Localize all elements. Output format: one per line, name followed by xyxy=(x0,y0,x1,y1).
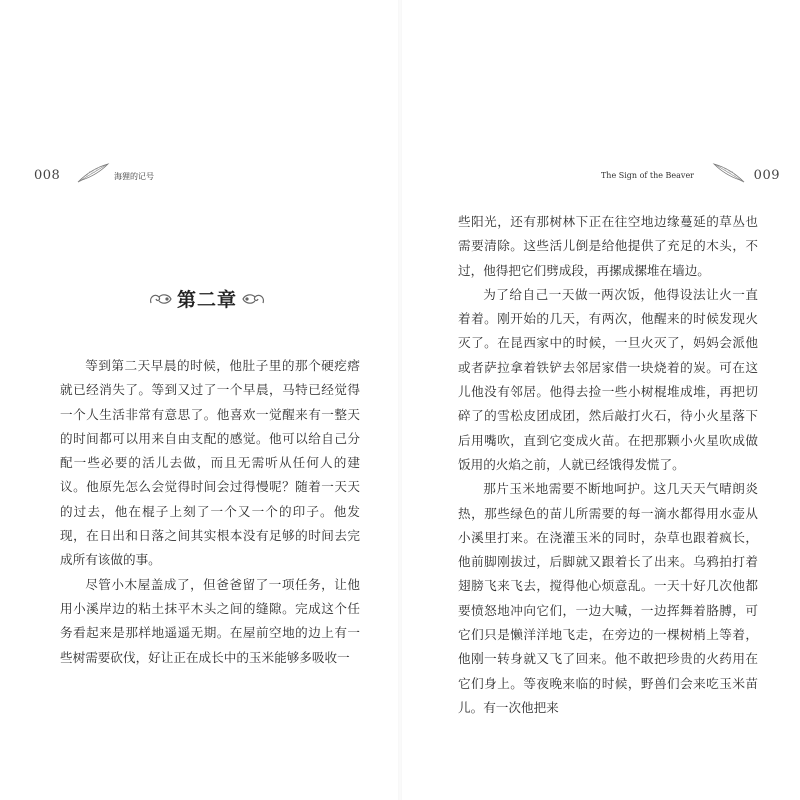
right-page-body xyxy=(458,210,758,720)
chapter-title: 第二章 xyxy=(176,288,237,311)
left-page-header xyxy=(34,168,374,188)
feather-icon xyxy=(76,162,110,184)
left-running-title: 海狸的记号 xyxy=(114,172,154,181)
paragraph: 尽管小木屋盖成了，但爸爸留了一项任务，让他用小溪岸边的粘土抹平木头之间的缝隙。完成这个任务看起来是那样地遥遥无期。在屋前空地的边上有一些树需要砍伐，好让正在成长中的玉米能够多吸收一 xyxy=(60,576,360,665)
scroll-ornament-right-icon xyxy=(241,287,267,309)
paragraph: 为了给自己一天做一两次饭，他得设法让火一直着着。刚开始的几天，有两次，他醒来的时候发现火灭了。在昆西家中的时候，一旦火灭了，妈妈会派他或者萨拉拿着铁铲去邻居家借一块烧着的炭。可在这儿他没有邻居。他得去捡一些小树棍堆成堆，再把切碎了的雪松皮团成团，然后敲打火石，待小火星落下后用嘴吹，直到它变成火苗。在把那颗小火星吹成做饭用的火焰之前，人就已经饿得发慌了。 xyxy=(458,286,758,472)
right-page-header xyxy=(560,168,780,188)
right-page-number: 009 xyxy=(753,168,780,183)
right-running-title: The Sign of the Beaver xyxy=(600,171,694,180)
paragraph: 那片玉米地需要不断地呵护。这几天天气晴朗炎热，那些绿色的苗儿所需要的每一滴水都得用水壶从小溪里打来。在浇灌玉米的同时，杂草也跟着疯长，他前脚刚拔过，后脚就又跟着长了出来。乌鸦拍打着翅膀飞来飞去，搅得他心烦意乱。一天十好几次他都要愤怒地冲向它们，一边大喊，一边挥舞着胳膊，可它们只是懒洋洋地飞走，在旁边的一棵树梢上等着，他刚一转身就又飞了回来。他不敢把珍贵的火药用在它们身上。等夜晚来临的时候，野兽们会来吃玉米苗儿。有一次他把来 xyxy=(458,481,758,715)
chapter-heading xyxy=(145,283,269,313)
left-page-number: 008 xyxy=(34,168,61,183)
feather-icon xyxy=(712,162,746,184)
left-page-body xyxy=(60,354,360,670)
paragraph: 些阳光，还有那树林下正在往空地边缘蔓延的草丛也需要清除。这些活儿倒是给他提供了充足的木头，不过，他得把它们劈成段，再摞成摞堆在墙边。 xyxy=(458,214,758,278)
page-gutter xyxy=(398,0,402,800)
scroll-ornament-left-icon xyxy=(147,287,173,309)
paragraph: 等到第二天早晨的时候，他肚子里的那个硬疙瘩就已经消失了。等到又过了一个早晨，马特已经觉得一个人生活非常有意思了。他喜欢一觉醒来有一整天的时间都可以用来自由支配的感觉。他可以给自己分配一些必要的活儿去做，而且无需听从任何人的建议。他原先怎么会觉得时间会过得慢呢？随着一天天的过去，他在棍子上刻了一个又一个的印子。他发现，在日出和日落之间其实根本没有足够的时间去完成所有该做的事。 xyxy=(60,358,360,568)
